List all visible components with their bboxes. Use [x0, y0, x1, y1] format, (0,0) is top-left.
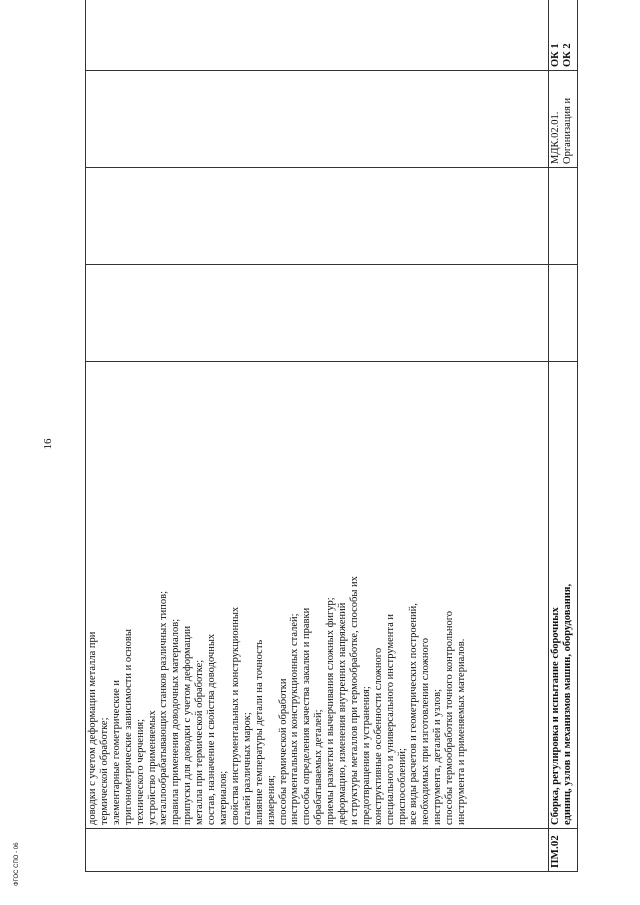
- mdk-line: МДК.02.01.: [550, 111, 561, 164]
- knowledge-line: правила применения доводочных материалов;: [170, 618, 182, 825]
- cell-empty: [86, 168, 549, 265]
- knowledge-line: измерения;: [265, 775, 277, 825]
- knowledge-line: инструмента и применяемых материалов.: [456, 638, 468, 825]
- knowledge-line: приемы разметки и вычерчивания сложных фигур;: [325, 597, 337, 825]
- knowledge-line: термической обработке;: [98, 717, 110, 825]
- cell-knowledge-list: [86, 362, 549, 829]
- knowledge-line: инструмента, деталей и узлов;: [432, 688, 444, 825]
- ok-line: ОК 2: [561, 43, 573, 67]
- competency-table: [85, 0, 578, 872]
- knowledge-line: предотвращения и устранения;: [360, 686, 372, 825]
- knowledge-line: доводки с учетом деформации металла при: [87, 631, 98, 825]
- table-row-module: [549, 0, 578, 872]
- cell-empty-code: [86, 829, 549, 872]
- knowledge-line: и структуры металлов при термообработке, способы их: [348, 576, 360, 825]
- knowledge-line: технического черчения;: [134, 718, 146, 825]
- knowledge-line: элементарные геометрические и: [110, 680, 122, 825]
- competency-table-rotated: [85, 20, 576, 872]
- module-code: ПМ.02: [549, 829, 578, 872]
- knowledge-line: обрабатываемых деталей;: [313, 709, 325, 825]
- knowledge-line: устройство применяемых: [146, 710, 158, 825]
- knowledge-line: тригонометрические зависимости и основы: [122, 629, 134, 825]
- mdk-line: Организация и: [561, 97, 573, 164]
- knowledge-line: способы термообработки точного контрольного: [444, 610, 456, 825]
- mdk-cell: [549, 71, 578, 168]
- knowledge-line: приспособлений;: [396, 748, 408, 825]
- cell-empty: [86, 71, 549, 168]
- knowledge-line: материалов;: [217, 770, 229, 825]
- knowledge-line: металлообрабатывающих станков различных типов;: [158, 590, 170, 825]
- knowledge-line: специального и универсального инструмента и: [384, 613, 396, 825]
- cell-empty: [549, 265, 578, 362]
- knowledge-line: состав, назначение и свойства доводочных: [206, 633, 218, 825]
- module-title-line: единиц, узлов и механизмов машин, оборудования,: [561, 583, 573, 825]
- knowledge-line: влияние температуры детали на точность: [253, 639, 265, 825]
- knowledge-line: сталей различных марок;: [241, 712, 253, 825]
- knowledge-line: деформацию, изменения внутренних напряжений: [337, 602, 349, 825]
- knowledge-line: необходимых при изготовлении сложного: [420, 637, 432, 825]
- table-row-knowledge: [86, 0, 549, 872]
- module-title-line: Сборка, регулировка и испытание сборочных: [550, 607, 561, 825]
- knowledge-line: инструментальных и конструкционных сталей;: [289, 613, 301, 825]
- knowledge-line: свойства инструментальных и конструкционных: [229, 606, 241, 825]
- cell-empty: [86, 265, 549, 362]
- knowledge-line: способы термической обработки: [277, 678, 289, 825]
- ok-cell: [549, 0, 578, 71]
- competency-table-wrapper: [85, 20, 576, 872]
- cell-empty: [549, 168, 578, 265]
- knowledge-line: конструктивные особенности сложного: [372, 647, 384, 825]
- footer-label: ФГОС СПО - 06: [14, 842, 20, 886]
- ok-line: ОК 1: [550, 43, 561, 67]
- module-title: [549, 362, 578, 829]
- knowledge-line: способы определения качества закалки и правки: [301, 607, 313, 825]
- cell-empty: [86, 0, 549, 71]
- knowledge-line: припуски для доводки с учетом деформации: [182, 625, 194, 825]
- page-number: 16: [42, 438, 54, 450]
- knowledge-line: металла при термической обработке;: [194, 659, 206, 825]
- knowledge-line: все виды расчетов и геометрических построений,: [408, 603, 420, 825]
